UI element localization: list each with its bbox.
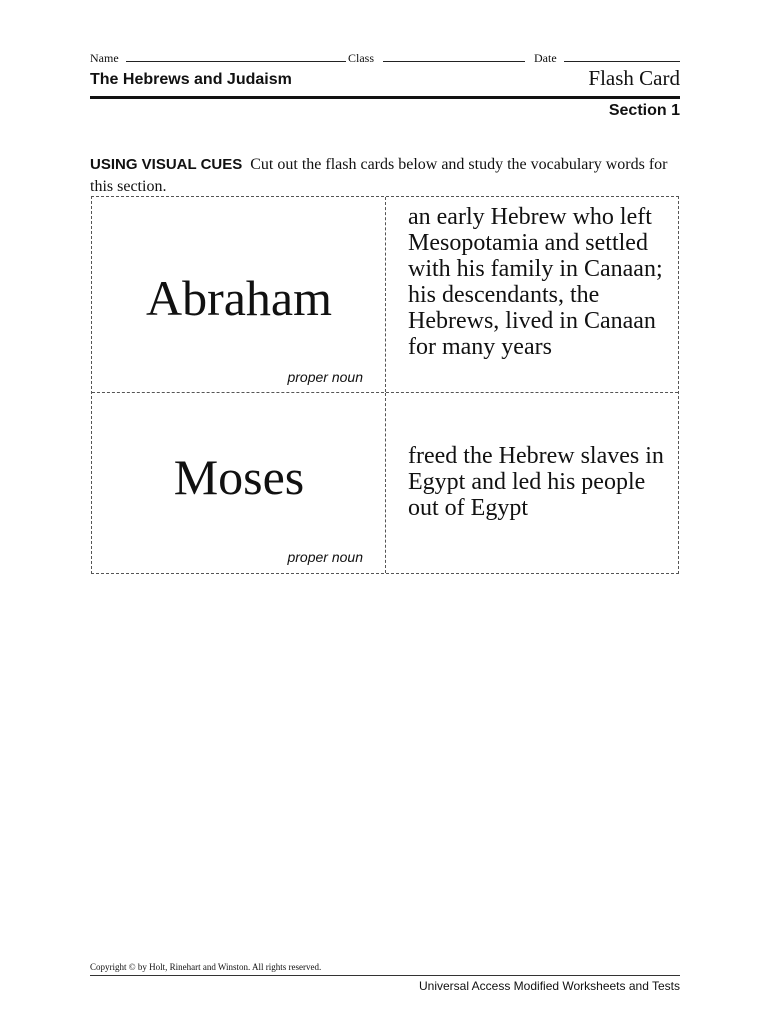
instructions-text: Cut out the flash cards below and study the vocabulary words for this section.: [90, 156, 668, 195]
section-label: Section 1: [608, 102, 680, 119]
worksheet-type: Flash Card: [588, 66, 680, 90]
class-label: Class: [348, 51, 375, 65]
chapter-title: The Hebrews and Judaism: [90, 71, 292, 88]
card-front: [92, 393, 386, 573]
card-part-of-speech: proper noun: [287, 369, 363, 385]
publication-title: Universal Access Modified Worksheets and Tests: [418, 979, 680, 993]
instructions: [90, 154, 680, 198]
flash-card: [92, 393, 678, 573]
card-front: [92, 197, 386, 392]
card-back: [386, 393, 679, 573]
footer-rule: [90, 975, 680, 976]
card-back: [386, 197, 679, 392]
flash-card-grid: [91, 196, 679, 574]
flash-card: [92, 197, 678, 393]
copyright: Copyright © by Holt, Rinehart and Winston. All rights reserved.: [90, 962, 322, 972]
student-info-row: [90, 51, 680, 67]
card-definition: an early Hebrew who left Mesopotamia and settled with his family in Canaan; his descendants, the Hebrews, lived in Canaan for many years: [408, 204, 663, 360]
date-label: Date: [534, 51, 557, 65]
header-rule: [90, 96, 680, 99]
card-definition: freed the Hebrew slaves in Egypt and led his people out of Egypt: [408, 443, 664, 521]
card-term: Moses: [173, 449, 305, 505]
instructions-heading: USING VISUAL CUES: [90, 156, 243, 173]
card-term: Abraham: [145, 270, 333, 326]
name-label: Name: [90, 51, 119, 65]
card-part-of-speech: proper noun: [287, 549, 363, 565]
